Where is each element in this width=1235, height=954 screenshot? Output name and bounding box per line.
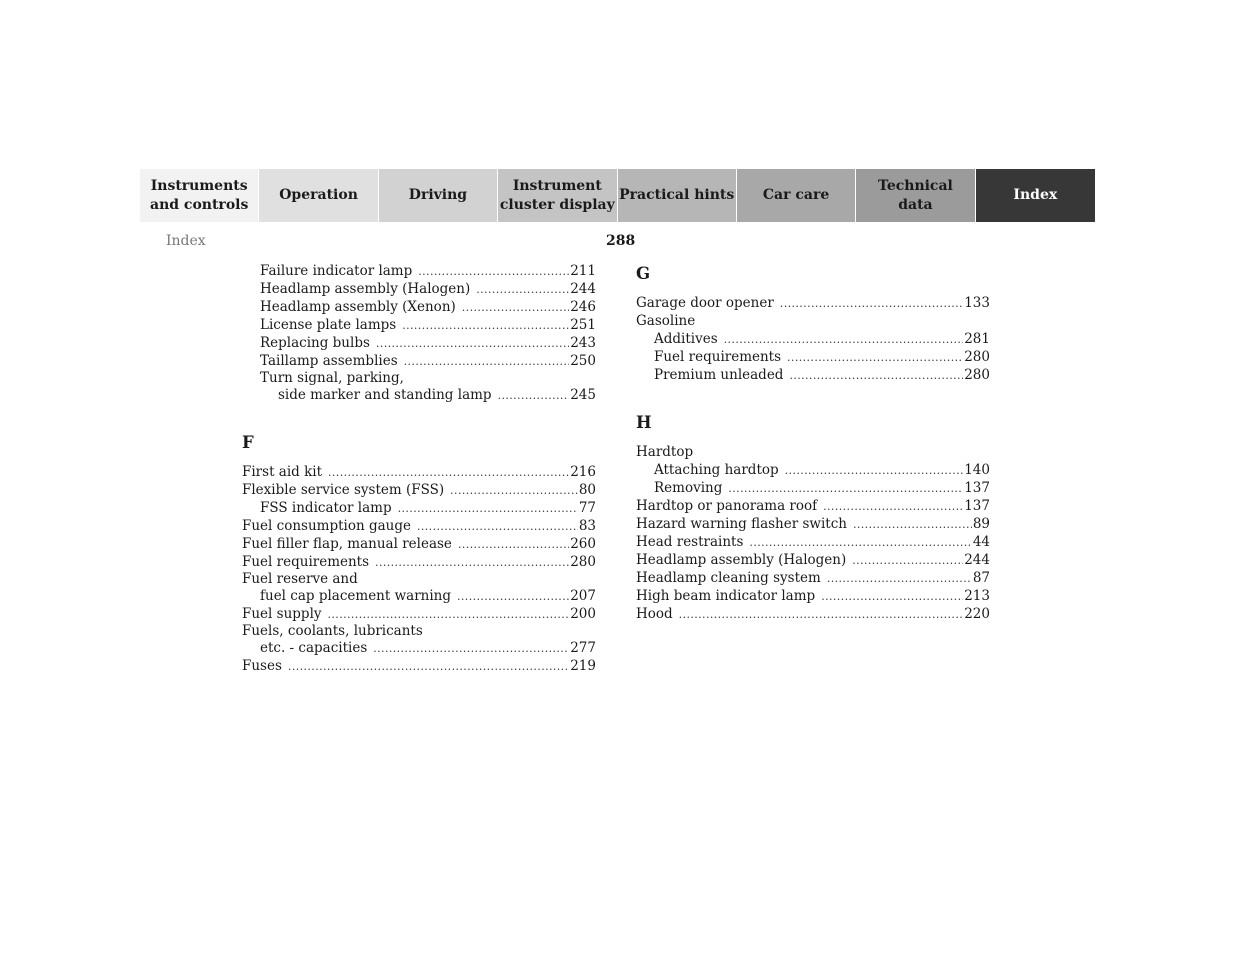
entry-page: 250 bbox=[570, 353, 596, 369]
tab-practical-hints[interactable]: Practical hints bbox=[618, 169, 737, 222]
dot-leader bbox=[789, 367, 963, 385]
dot-leader bbox=[328, 606, 570, 624]
dot-leader bbox=[823, 498, 963, 516]
index-entry[interactable] bbox=[636, 551, 990, 569]
dot-leader bbox=[462, 299, 569, 317]
entry-text: side marker and standing lamp bbox=[278, 387, 492, 403]
index-entry[interactable] bbox=[242, 535, 596, 553]
index-entry[interactable] bbox=[242, 481, 596, 499]
index-entry[interactable] bbox=[242, 639, 596, 657]
entry-page: 137 bbox=[964, 480, 990, 496]
index-entry[interactable] bbox=[242, 386, 596, 404]
entry-text: First aid kit bbox=[242, 464, 323, 480]
entry-text: fuel cap placement warning bbox=[260, 588, 451, 604]
entry-text: Hood bbox=[636, 606, 673, 622]
entry-page: 200 bbox=[570, 606, 596, 622]
entry-page: 213 bbox=[964, 588, 990, 604]
dot-leader bbox=[827, 570, 972, 588]
entry-text: Garage door opener bbox=[636, 295, 774, 311]
entry-page: 277 bbox=[570, 640, 596, 656]
dot-leader bbox=[780, 295, 963, 313]
entry-text: Hardtop or panorama roof bbox=[636, 498, 818, 514]
dot-leader bbox=[679, 606, 964, 624]
entry-page: 133 bbox=[964, 295, 990, 311]
entry-page: 44 bbox=[972, 534, 990, 550]
index-column-right bbox=[636, 263, 990, 623]
index-entry[interactable] bbox=[242, 553, 596, 571]
index-entry-heading bbox=[242, 370, 596, 386]
index-column-left bbox=[242, 262, 596, 675]
entry-page: 211 bbox=[570, 263, 596, 279]
entry-text: Head restraints bbox=[636, 534, 744, 550]
entry-page: 246 bbox=[570, 299, 596, 315]
index-entry-heading bbox=[636, 443, 990, 461]
entry-page: 207 bbox=[570, 588, 596, 604]
entry-page: 260 bbox=[570, 536, 596, 552]
index-letter-f: F bbox=[242, 433, 254, 452]
index-entry[interactable] bbox=[636, 605, 990, 623]
dot-leader bbox=[785, 462, 964, 480]
dot-leader bbox=[728, 480, 963, 498]
entry-text: Premium unleaded bbox=[654, 367, 784, 383]
entry-page: 220 bbox=[964, 606, 990, 622]
index-entry[interactable] bbox=[242, 262, 596, 280]
entry-text: Replacing bulbs bbox=[260, 335, 370, 351]
entry-page: 216 bbox=[570, 464, 596, 480]
dot-leader bbox=[404, 353, 570, 371]
entry-page: 219 bbox=[570, 658, 596, 674]
index-entry[interactable] bbox=[242, 517, 596, 535]
entry-text: Hardtop bbox=[636, 444, 694, 460]
entry-text: Fuel requirements bbox=[242, 554, 370, 570]
index-entry[interactable] bbox=[636, 294, 990, 312]
tab-operation[interactable]: Operation bbox=[259, 169, 378, 222]
index-entry[interactable] bbox=[242, 280, 596, 298]
entry-text: FSS indicator lamp bbox=[260, 500, 392, 516]
entry-text: Hazard warning flasher switch bbox=[636, 516, 847, 532]
dot-leader bbox=[376, 335, 569, 353]
entry-page: 251 bbox=[570, 317, 596, 333]
index-letter-g: G bbox=[636, 264, 651, 283]
tab-car-care[interactable]: Car care bbox=[737, 169, 856, 222]
entry-text: Removing bbox=[654, 480, 723, 496]
entry-page: 280 bbox=[570, 554, 596, 570]
index-entry[interactable] bbox=[242, 352, 596, 370]
index-entry[interactable] bbox=[636, 330, 990, 348]
entry-text: High beam indicator lamp bbox=[636, 588, 816, 604]
dot-leader bbox=[457, 588, 569, 606]
index-entry[interactable] bbox=[636, 497, 990, 515]
entry-text: Headlamp assembly (Halogen) bbox=[260, 281, 471, 297]
index-entry-heading bbox=[636, 312, 990, 330]
entry-page: 245 bbox=[570, 387, 596, 403]
index-entry-heading bbox=[242, 571, 596, 587]
entry-page: 83 bbox=[578, 518, 596, 534]
entry-text: Fuel supply bbox=[242, 606, 322, 622]
entry-text: Attaching hardtop bbox=[654, 462, 779, 478]
entry-page: 244 bbox=[964, 552, 990, 568]
dot-leader bbox=[328, 464, 569, 482]
entry-text: Fuel reserve and bbox=[242, 571, 358, 587]
entry-text: License plate lamps bbox=[260, 317, 397, 333]
dot-leader bbox=[417, 518, 578, 536]
entry-page: 280 bbox=[964, 367, 990, 383]
dot-leader bbox=[373, 640, 569, 658]
chapter-tab-bar bbox=[140, 169, 1095, 222]
dot-leader bbox=[450, 482, 578, 500]
index-entry[interactable] bbox=[242, 657, 596, 675]
entry-page: 244 bbox=[570, 281, 596, 297]
index-entry[interactable] bbox=[636, 366, 990, 384]
entry-page: 243 bbox=[570, 335, 596, 351]
index-entry[interactable] bbox=[636, 533, 990, 551]
dot-leader bbox=[418, 263, 569, 281]
index-entry[interactable] bbox=[636, 479, 990, 497]
tab-driving[interactable]: Driving bbox=[379, 169, 498, 222]
entry-text: Headlamp assembly (Halogen) bbox=[636, 552, 847, 568]
entry-page: 89 bbox=[972, 516, 990, 532]
index-entry[interactable] bbox=[242, 499, 596, 517]
section-label: Index bbox=[166, 233, 206, 249]
dot-leader bbox=[821, 588, 963, 606]
index-entry[interactable] bbox=[636, 348, 990, 366]
page-number: 288 bbox=[606, 233, 636, 249]
dot-leader bbox=[476, 281, 569, 299]
dot-leader bbox=[375, 554, 569, 572]
dot-leader bbox=[787, 349, 963, 367]
index-entry[interactable] bbox=[636, 461, 990, 479]
index-entry[interactable] bbox=[242, 316, 596, 334]
dot-leader bbox=[288, 658, 569, 676]
entry-text: Fuels, coolants, lubricants bbox=[242, 623, 423, 639]
entry-text: Fuel requirements bbox=[654, 349, 782, 365]
index-letter-h: H bbox=[636, 413, 652, 432]
index-entry[interactable] bbox=[242, 463, 596, 481]
index-entry[interactable] bbox=[636, 515, 990, 533]
entry-text: Headlamp assembly (Xenon) bbox=[260, 299, 456, 315]
entry-text: Failure indicator lamp bbox=[260, 263, 413, 279]
dot-leader bbox=[398, 500, 578, 518]
dot-leader bbox=[458, 536, 569, 554]
dot-leader bbox=[853, 516, 972, 534]
entry-text: Flexible service system (FSS) bbox=[242, 482, 445, 498]
entry-page: 80 bbox=[578, 482, 596, 498]
entry-text: Taillamp assemblies bbox=[260, 353, 398, 369]
index-entry[interactable] bbox=[242, 298, 596, 316]
tab-instrument-cluster-display[interactable]: Instrument cluster display bbox=[498, 169, 617, 222]
entry-text: Additives bbox=[654, 331, 718, 347]
entry-text: Fuses bbox=[242, 658, 282, 674]
tab-index[interactable]: Index bbox=[976, 169, 1095, 222]
entry-text: etc. - capacities bbox=[260, 640, 368, 656]
tab-instruments-and-controls[interactable]: Instruments and controls bbox=[140, 169, 259, 222]
dot-leader bbox=[852, 552, 963, 570]
entry-page: 280 bbox=[964, 349, 990, 365]
entry-page: 87 bbox=[972, 570, 990, 586]
entry-text: Fuel filler flap, manual release bbox=[242, 536, 452, 552]
entry-page: 77 bbox=[578, 500, 596, 516]
index-entry[interactable] bbox=[242, 334, 596, 352]
index-entry-heading bbox=[242, 623, 596, 639]
dot-leader bbox=[498, 387, 570, 405]
index-entry[interactable] bbox=[242, 587, 596, 605]
entry-page: 281 bbox=[964, 331, 990, 347]
entry-text: Gasoline bbox=[636, 313, 696, 329]
entry-page: 137 bbox=[964, 498, 990, 514]
dot-leader bbox=[749, 534, 971, 552]
entry-text: Fuel consumption gauge bbox=[242, 518, 411, 534]
entry-text: Turn signal, parking, bbox=[260, 370, 404, 386]
entry-page: 140 bbox=[964, 462, 990, 478]
entry-text: Headlamp cleaning system bbox=[636, 570, 821, 586]
dot-leader bbox=[402, 317, 569, 335]
dot-leader bbox=[724, 331, 964, 349]
index-entry[interactable] bbox=[636, 587, 990, 605]
index-entry[interactable] bbox=[242, 605, 596, 623]
index-entry[interactable] bbox=[636, 569, 990, 587]
tab-technical-data[interactable]: Technical data bbox=[856, 169, 975, 222]
